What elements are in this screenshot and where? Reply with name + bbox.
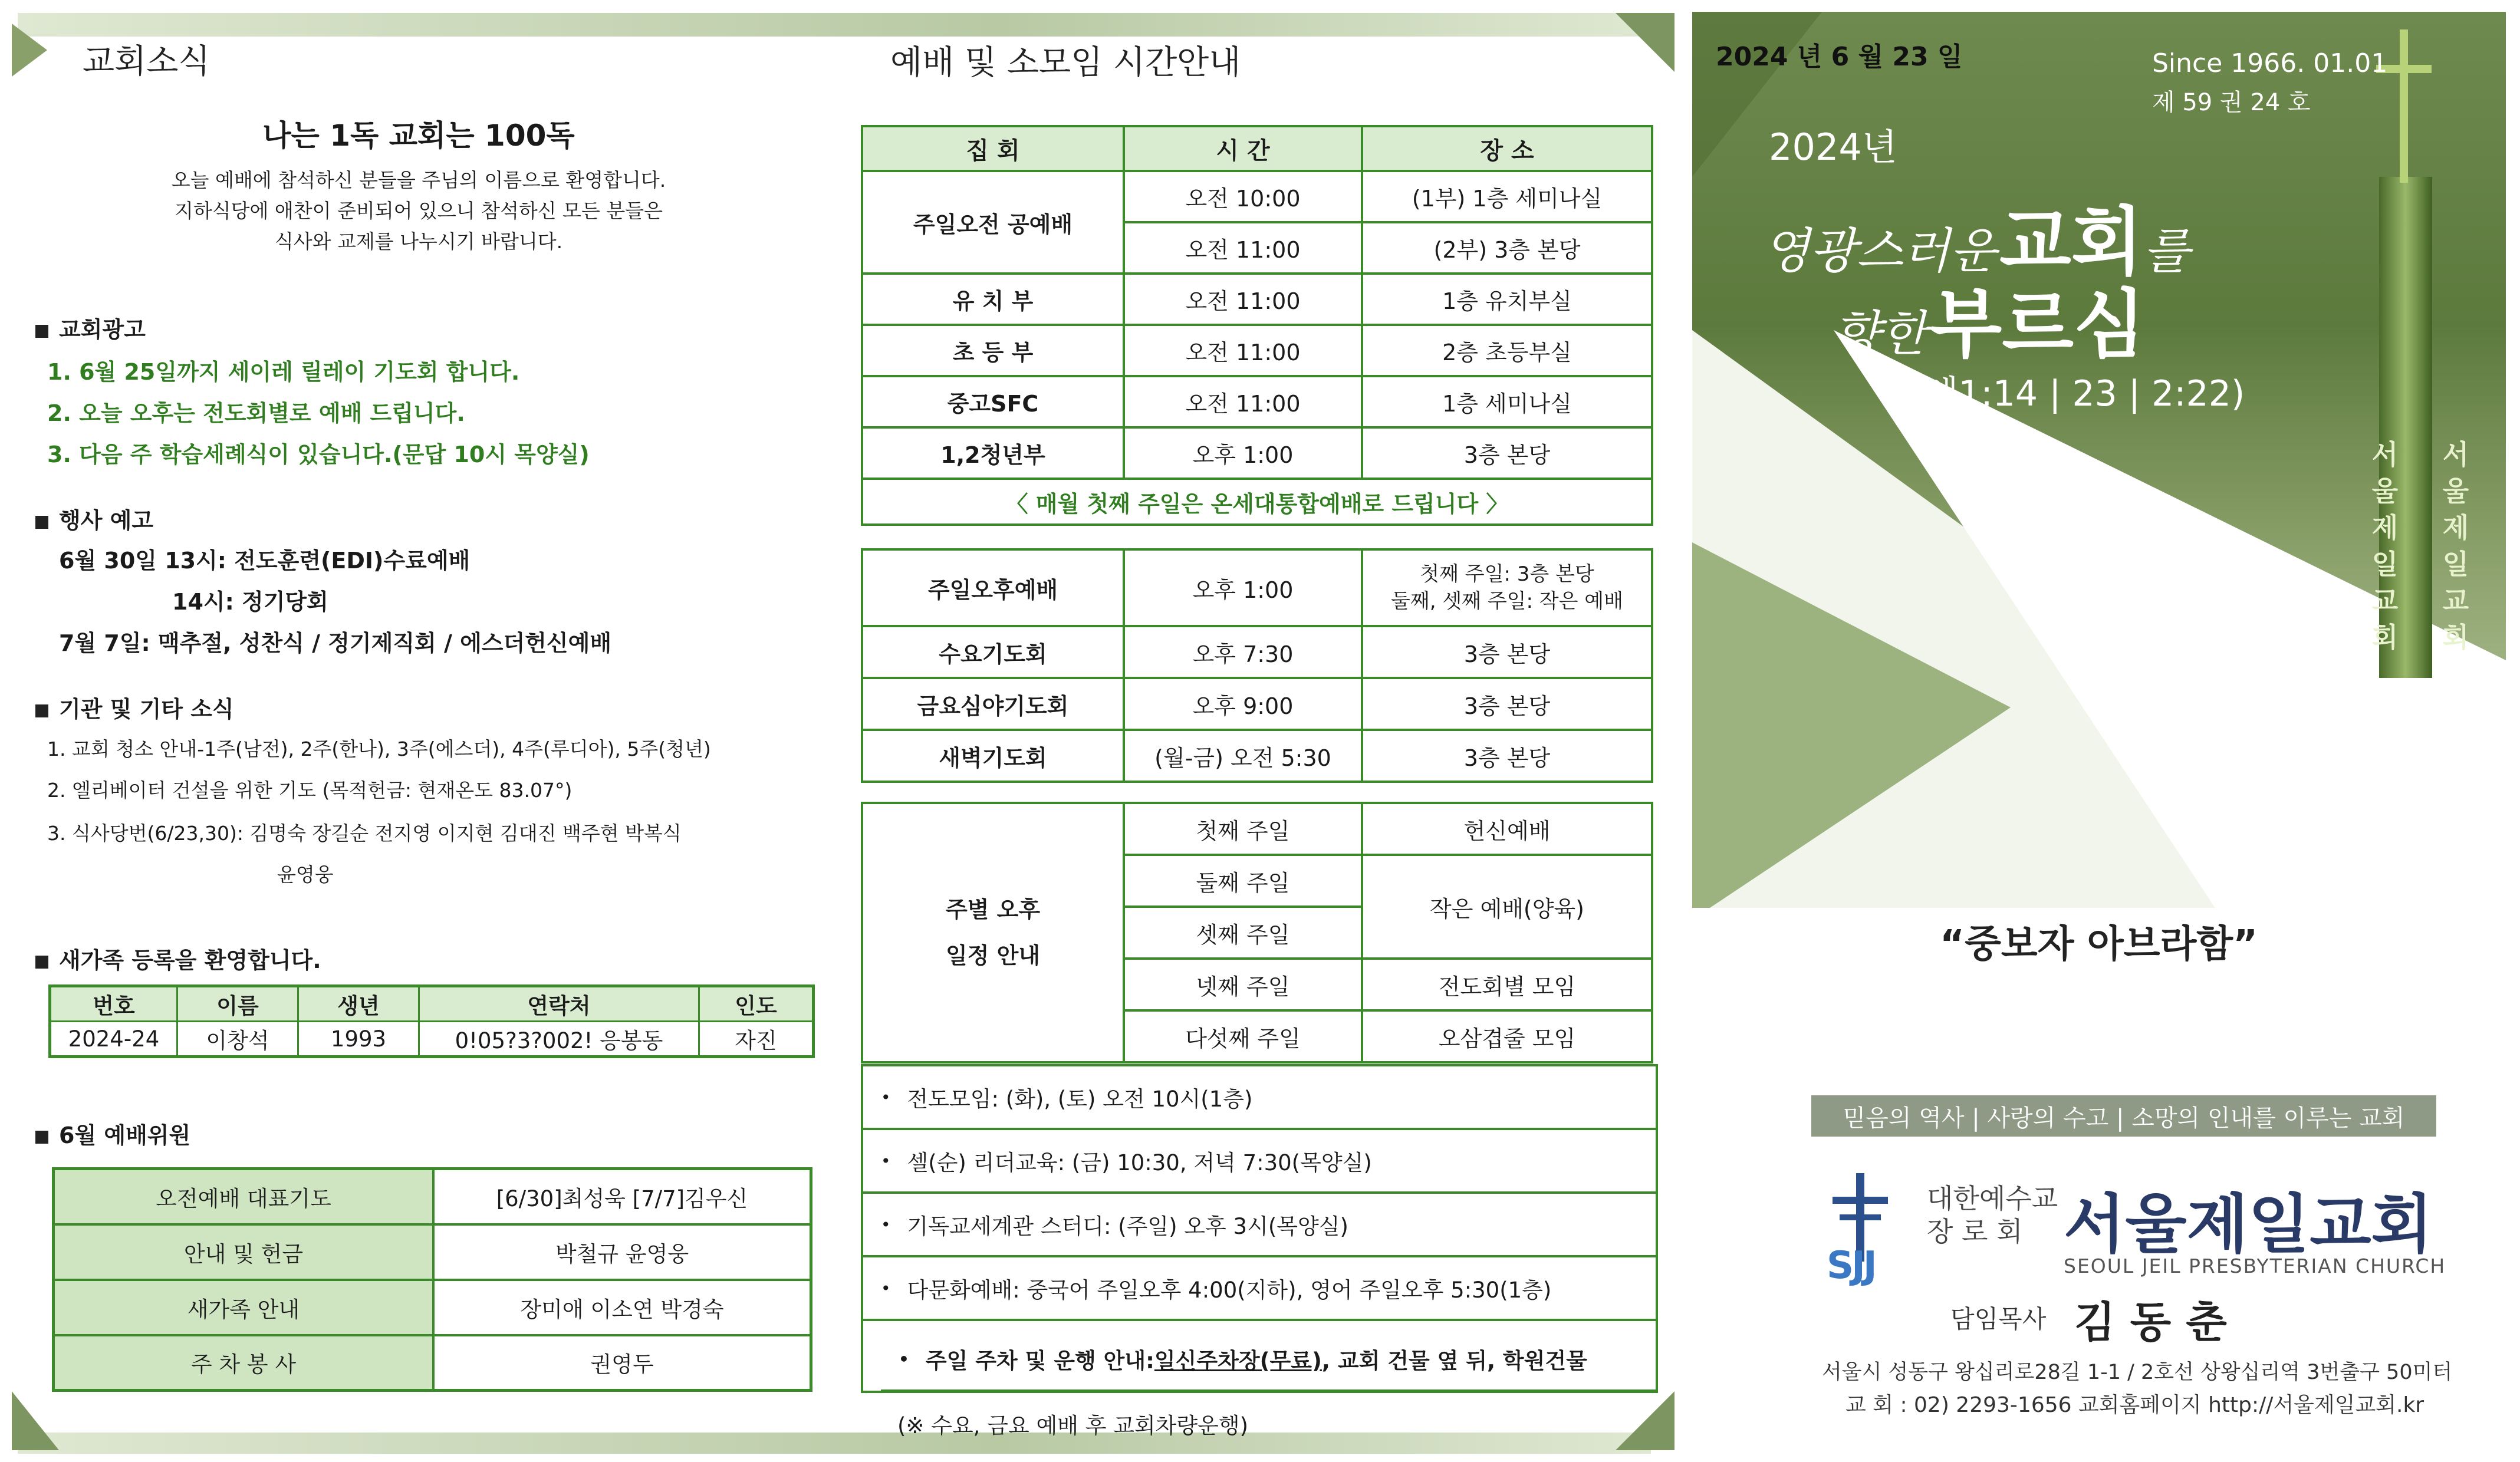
service-time: 오후 1:00	[1124, 427, 1362, 479]
parking-notice: • 주일 주차 및 운행 안내: 일신주차장(무료) , 교회 건물 옆 뒤, 학원건물 (※ 수요, 금요 예배 후 교회차량운행)	[863, 1321, 1656, 1391]
weekly-schedule-label	[862, 803, 1124, 1062]
tower-char: 일	[2442, 548, 2469, 580]
denomination	[1927, 1182, 2058, 1248]
schedule-header: 장 소	[1362, 126, 1652, 171]
service-time: 오후 7:30	[1124, 626, 1362, 678]
service-time: 오전 11:00	[1124, 376, 1362, 427]
week-activity: 오삼겹줄 모임	[1362, 1010, 1652, 1062]
church-name-english: SEOUL JEIL PRESBYTERIAN CHURCH	[2064, 1254, 2446, 1277]
welcome-title: 나는 1독 교회는 100독	[262, 118, 575, 153]
tower-char: 서	[2442, 439, 2469, 470]
theme-line-2	[1834, 265, 2146, 372]
church-name: 서울제일교회	[2064, 1188, 2433, 1262]
table-row	[862, 803, 1652, 855]
service-name: 금요심야기도회	[862, 678, 1124, 730]
monthly-notice: 〈 매월 첫째 주일은 온세대통합예배로 드립니다 〉	[862, 479, 1652, 525]
tower-char: 서	[2371, 439, 2399, 470]
week-label: 첫째 주일	[1124, 803, 1362, 855]
logo-letters: SJJ	[1827, 1244, 1875, 1288]
service-time: 오후 9:00	[1124, 678, 1362, 730]
newcomer-col-header: 연락처	[419, 986, 699, 1022]
table-row	[862, 549, 1652, 626]
weekly-afternoon-table	[861, 802, 1653, 1063]
newcomer-table	[48, 984, 815, 1058]
middle-section-title: 예배 및 소모임 시간안내	[890, 44, 1241, 82]
parking-lot: 일신주차장(무료)	[1154, 1348, 1322, 1374]
since-text: Since 1966. 01.01	[2152, 48, 2388, 78]
welcome-line: 오늘 예배에 참석하신 분들을 주님의 이름으로 환영합니다.	[171, 169, 666, 192]
service-place: (2부) 3층 본당	[1362, 222, 1652, 274]
theme-year: 2024년	[1769, 126, 1897, 169]
cell: 안내 및 헌금	[54, 1224, 434, 1280]
volume-text: 제 59 권 24 호	[2152, 89, 2311, 116]
weekday-schedule-table	[861, 548, 1653, 783]
theme-word: 향한	[1834, 306, 1927, 362]
service-time: 오전 11:00	[1124, 274, 1362, 325]
denomination-line: 장 로 회	[1927, 1216, 2023, 1247]
newcomer-col-header: 번호	[50, 986, 177, 1022]
cross-vertical	[2400, 29, 2408, 183]
top-decor-band	[18, 13, 1651, 37]
table-row	[54, 1169, 811, 1224]
schedule-header: 시 간	[1124, 126, 1362, 171]
right-corner-triangle	[1616, 13, 1674, 72]
schedule-header: 집 회	[862, 126, 1124, 171]
list-item: • 전도모임: (화), (토) 오전 10시(1층)	[863, 1066, 1656, 1130]
cell: 권영두	[433, 1335, 811, 1391]
week-activity: 전도회별 모임	[1362, 959, 1652, 1010]
week-label: 셋째 주일	[1124, 907, 1362, 959]
weekly-label-line: 주별 오후	[945, 897, 1041, 923]
service-place: 3층 본당	[1362, 678, 1652, 730]
week-activity: 작은 예배(양육)	[1362, 855, 1652, 959]
service-place: 2층 초등부실	[1362, 325, 1652, 376]
left-section-title: 교회소식	[83, 42, 210, 81]
service-time: 오전 11:00	[1124, 222, 1362, 274]
table-row	[862, 427, 1652, 479]
parking-prefix: 주일 주차 및 운행 안내:	[925, 1348, 1154, 1374]
table-row	[862, 171, 1652, 222]
table-row	[862, 274, 1652, 325]
service-name: 주일오후예배	[862, 549, 1124, 626]
service-time: 오전 10:00	[1124, 171, 1362, 222]
theme-word: 부르심	[1930, 281, 2146, 368]
service-place-line: 첫째 주일: 3층 본당	[1420, 562, 1594, 586]
left-corner-triangle	[12, 24, 47, 77]
org-line: 2. 엘리베이터 건설을 위한 기도 (목적헌금: 현재온도 83.07°)	[47, 779, 573, 802]
cell: [6/30]최성욱 [7/7]김우신	[433, 1169, 811, 1224]
list-item: • 셀(순) 리더교육: (금) 10:30, 저녁 7:30(목양실)	[863, 1130, 1656, 1194]
table-row	[862, 325, 1652, 376]
table-row	[54, 1280, 811, 1335]
service-name: 주일오전 공예배	[862, 171, 1124, 274]
newcomer-col-header: 생년	[298, 986, 419, 1022]
cell: 장미애 이소연 박경숙	[433, 1280, 811, 1335]
cell: 박철규 윤영웅	[433, 1224, 811, 1280]
list-item-text: 셀(순) 리더교육: (금) 10:30, 저녁 7:30(목양실)	[907, 1150, 1372, 1175]
weekly-label-line: 일정 안내	[945, 943, 1041, 969]
service-place: 1층 세미나실	[1362, 376, 1652, 427]
ad-item: 3. 다음 주 학습세례식이 있습니다.(문답 10시 목양실)	[47, 442, 590, 467]
sermon-title: “중보자 아브라함”	[1940, 923, 2258, 966]
ads-heading: 교회광고	[35, 311, 146, 344]
tower-char: 울	[2442, 475, 2469, 507]
church-logo	[1822, 1173, 1899, 1291]
week-label: 다섯째 주일	[1124, 1010, 1362, 1062]
service-place: 1층 유치부실	[1362, 274, 1652, 325]
table-row	[54, 1224, 811, 1280]
newcomer-heading: 새가족 등록을 환영합니다.	[35, 942, 321, 974]
service-place: 3층 본당	[1362, 626, 1652, 678]
tower-char: 회	[2442, 621, 2469, 653]
org-line: 1. 교회 청소 안내-1주(남전), 2주(한나), 3주(에스더), 4주(루디아), 5주(청년)	[47, 737, 711, 760]
pastor-label: 담임목사	[1950, 1305, 2047, 1333]
org-heading: 기관 및 기타 소식	[35, 691, 234, 723]
cell: 2024-24	[50, 1022, 177, 1057]
event-line: 6월 30일 13시: 전도훈련(EDI)수료예배	[59, 548, 471, 574]
service-place: (1부) 1층 세미나실	[1362, 171, 1652, 222]
cell: 자진	[699, 1022, 814, 1057]
event-line: 14시: 정기당회	[172, 589, 328, 615]
table-row	[50, 1022, 814, 1057]
list-item: • 기독교세계관 스터디: (주일) 오후 3시(목양실)	[863, 1194, 1656, 1257]
table-row	[862, 730, 1652, 782]
newcomer-col-header: 이름	[177, 986, 298, 1022]
tower-text-right	[2441, 436, 2470, 656]
tower-char: 일	[2371, 548, 2399, 580]
servers-heading: 6월 예배위원	[35, 1117, 190, 1150]
service-place	[1362, 549, 1652, 626]
bulletin-date: 2024 년 6 월 23 일	[1716, 42, 1963, 72]
org-line: 3. 식사당번(6/23,30): 김명숙 장길순 전지영 이지현 김대진 백주현 박복식	[47, 822, 682, 845]
service-place-line: 둘째, 셋째 주일: 작은 예배	[1391, 590, 1623, 613]
service-name: 초 등 부	[862, 325, 1124, 376]
tower-char: 제	[2442, 512, 2469, 544]
service-place: 3층 본당	[1362, 730, 1652, 782]
pastor-name: 김 동 춘	[2074, 1298, 2227, 1347]
welcome-line: 지하식당에 애찬이 준비되어 있으니 참석하신 모든 분들은	[174, 199, 663, 222]
week-label: 둘째 주일	[1124, 855, 1362, 907]
schedule-table	[861, 125, 1653, 526]
table-row	[862, 626, 1652, 678]
newcomer-col-header: 인도	[699, 986, 814, 1022]
table-row	[862, 376, 1652, 427]
cell: 오전예배 대표기도	[54, 1169, 434, 1224]
denomination-line: 대한예수교	[1927, 1183, 2058, 1214]
table-row	[54, 1335, 811, 1391]
tower-char: 교	[2442, 585, 2469, 617]
service-name: 중고SFC	[862, 376, 1124, 427]
servers-table	[52, 1167, 812, 1392]
service-time: 오후 1:00	[1124, 549, 1362, 626]
church-address: 서울시 성동구 왕십리로28길 1-1 / 2호선 상왕십리역 3번출구 50미터	[1822, 1361, 2453, 1384]
service-name: 1,2청년부	[862, 427, 1124, 479]
events-heading: 행사 예고	[35, 502, 153, 535]
welcome-line: 식사와 교제를 나누시기 바랍니다.	[274, 230, 563, 253]
service-name: 새벽기도회	[862, 730, 1124, 782]
theme-word: 교회	[1999, 199, 2143, 285]
church-contact: 교 회 : 02) 2293-1656 교회홈페이지 http://서울제일교회.kr	[1845, 1393, 2424, 1417]
list-item-text: 다문화예배: 중국어 주일오후 4:00(지하), 영어 주일오후 5:30(1층)	[907, 1277, 1552, 1303]
cell: 주 차 봉 사	[54, 1335, 434, 1391]
parking-suffix: , 교회 건물 옆 뒤, 학원건물	[1321, 1348, 1587, 1374]
tower-char: 교	[2371, 585, 2399, 617]
list-item-text: 기독교세계관 스터디: (주일) 오후 3시(목양실)	[907, 1214, 1348, 1239]
ad-item: 1. 6월 25일까지 세이레 릴레이 기도회 합니다.	[47, 359, 520, 385]
small-group-list	[861, 1064, 1658, 1438]
tower-char: 회	[2371, 621, 2399, 653]
event-line: 7월 7일: 맥추절, 성찬식 / 정기제직회 / 에스더헌신예배	[59, 630, 612, 656]
tower-text-left	[2370, 436, 2400, 656]
list-item: • 다문화예배: 중국어 주일오후 4:00(지하), 영어 주일오후 5:30(1층)	[863, 1257, 1656, 1321]
ad-item: 2. 오늘 오후는 전도회별로 예배 드립니다.	[47, 400, 465, 426]
week-label: 넷째 주일	[1124, 959, 1362, 1010]
service-name: 수요기도회	[862, 626, 1124, 678]
service-place: 3층 본당	[1362, 427, 1652, 479]
service-time: 오전 11:00	[1124, 325, 1362, 376]
list-item-text: 전도모임: (화), (토) 오전 10시(1층)	[907, 1086, 1253, 1112]
cell: 1993	[298, 1022, 419, 1057]
bottom-left-triangle	[12, 1391, 59, 1450]
service-name: 유 치 부	[862, 274, 1124, 325]
cover-image	[1692, 12, 2506, 908]
church-motto: 믿음의 역사 | 사랑의 수고 | 소망의 인내를 이루는 교회	[1811, 1095, 2436, 1137]
week-activity: 헌신예배	[1362, 803, 1652, 855]
theme-verse: (엡1:14 | 23 | 2:22)	[1910, 373, 2245, 414]
service-time: (월-금) 오전 5:30	[1124, 730, 1362, 782]
parking-line2: (※ 수요, 금요 예배 후 교회차량운행)	[897, 1413, 1249, 1438]
org-line: 윤영웅	[277, 863, 334, 886]
cell: 0!05?3?002! 응봉동	[419, 1022, 699, 1057]
table-row	[862, 678, 1652, 730]
theme-word: 를	[2143, 223, 2190, 279]
tower-char: 제	[2371, 512, 2399, 544]
tower-char: 울	[2371, 475, 2399, 507]
welcome-block	[35, 112, 802, 257]
cell: 이창석	[177, 1022, 298, 1057]
cell: 새가족 안내	[54, 1280, 434, 1335]
theme-word: 영광스러운	[1763, 223, 1997, 279]
